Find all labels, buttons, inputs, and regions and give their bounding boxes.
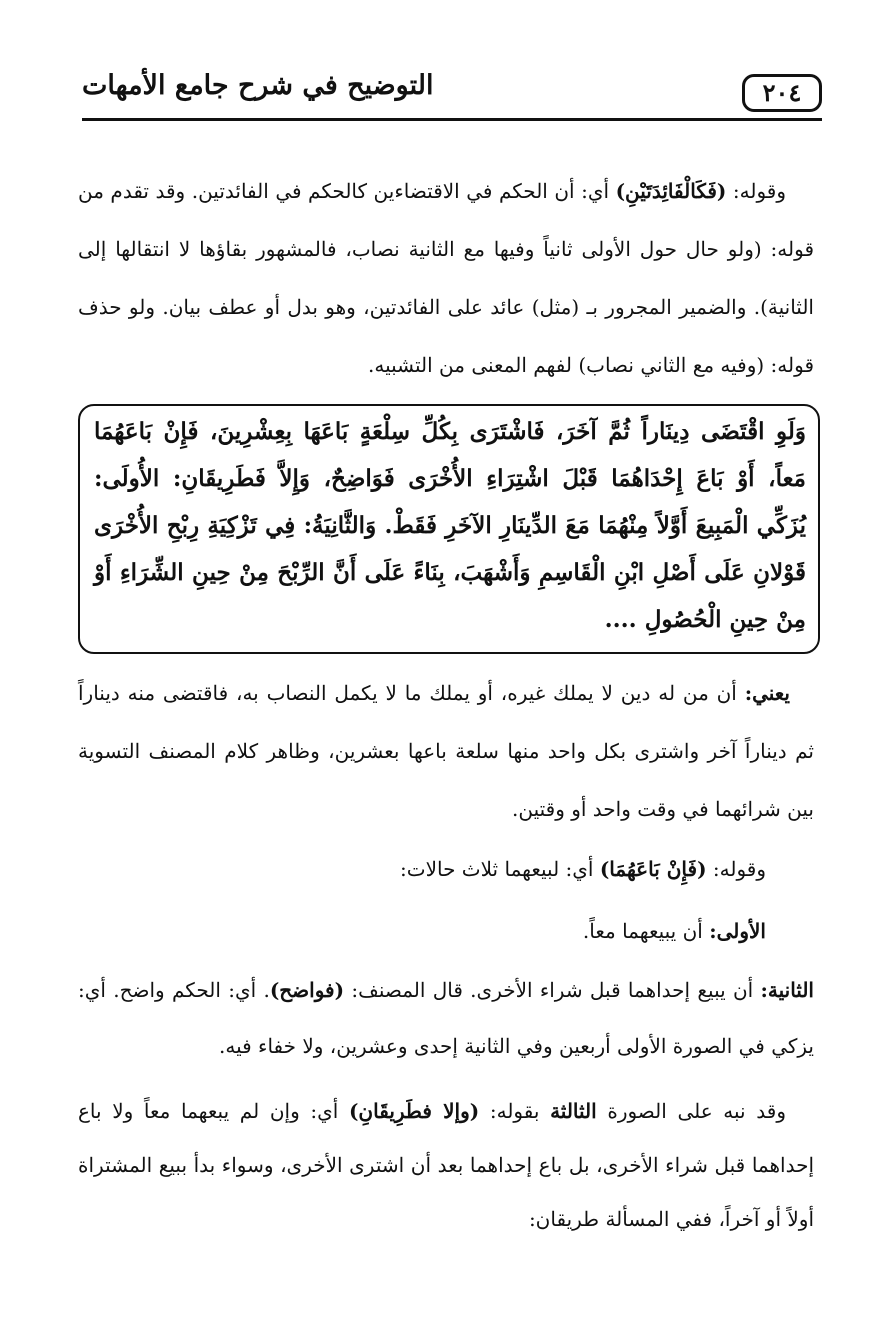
- paragraph-1-lead: وقوله:: [726, 179, 786, 203]
- paragraph-5-text: . أي: الحكم واضح. أي: يزكي في الصورة الأولى أربعين وفي الثانية إحدى وعشرين، ولا خفاء فيه.: [78, 978, 814, 1058]
- paragraph-6-mid: بقوله:: [479, 1099, 551, 1123]
- paragraph-1: [78, 162, 814, 394]
- paragraph-5: [78, 962, 814, 1074]
- paragraph-2-text: أن من له دين لا يملك غيره، أو يملك ما لا يكمل النصاب به، فاقتضى منه ديناراً ثم ديناراً آخر واشترى بكل واحد منها سلعة باعها بعشرين، وظاهر كلام المصنف التسوية بين شرائهما في وقت واحد أو وقتين.: [78, 681, 814, 821]
- paragraph-5-lead: الثانية:: [760, 978, 814, 1002]
- paragraph-5-mid: أن يبيع إحداهما قبل شراء الأخرى. قال المصنف:: [344, 978, 761, 1002]
- paragraph-4-lead: الأولى:: [709, 919, 766, 943]
- paragraph-6-quote: (وإلا فطَرِيقَانِ): [348, 1099, 480, 1123]
- paragraph-3: [78, 840, 814, 898]
- paragraph-4-text: أن يبيعهما معاً.: [582, 919, 710, 943]
- paragraph-6: [78, 1084, 814, 1246]
- header-rule: [82, 118, 822, 121]
- paragraph-3-lead: وقوله:: [706, 857, 766, 881]
- paragraph-6-text: أي: وإن لم يبعهما معاً ولا باع إحداهما قبل شراء الأخرى، بل باع إحداهما بعد أن اشترى الأخرى، وسواء بدأ ببيع المشتراة أولاً أو آخراً، ففي المسألة طريقان:: [78, 1099, 814, 1231]
- paragraph-3-text: أي: لبيعهما ثلاث حالات:: [400, 857, 600, 881]
- paragraph-2-lead: يعني:: [744, 681, 790, 705]
- page-number: ٢٠٤: [742, 74, 822, 112]
- running-title: التوضيح في شرح جامع الأمهات: [82, 70, 434, 101]
- paragraph-1-text: أي: أن الحكم في الاقتضاءين كالحكم في الفائدتين. وقد تقدم من قوله: (ولو حال حول الأولى ثانياً وفيها مع الثانية نصاب، فالمشهور بقاؤها لا انتقالها إلى الثانية). والضمير المجرور بـ (مثل) عائد على الفائدتين، وهو بدل أو عطف بيان. ولو حذف قوله: (وفيه مع الثاني نصاب) لفهم المعنى من التشبيه.: [78, 179, 814, 377]
- paragraph-6-lead: وقد نبه على الصورة: [596, 1099, 786, 1123]
- paragraph-5-quote: (فواضح): [269, 978, 345, 1002]
- paragraph-2: [78, 664, 814, 838]
- paragraph-4: [78, 902, 814, 960]
- paragraph-1-quote: (فَكَالْفَائِدَتَيْنِ): [615, 179, 727, 203]
- matn-text: وَلَوِ اقْتَضَى دِينَاراً ثُمَّ آخَرَ، فَاشْتَرَى بِكُلِّ سِلْعَةٍ بَاعَهَا بِعِشْرِينَ، فَإِنْ بَاعَهُمَا مَعاً، أَوْ بَاعَ إِحْدَاهُمَا قَبْلَ اشْتِرَاءِ الأُخْرَى فَوَاضِحٌ، وَإِلاَّ فَطَرِيقَانِ: الأُولَى: يُزَكِّي الْمَبِيعَ أَوَّلاً مِنْهُمَا مَعَ الدِّينَارِ الآخَرِ فَقَطْ. وَالثَّانِيَةُ: فِي تَزْكِيَةِ رِبْحِ الأُخْرَى قَوْلانِ عَلَى أَصْلِ ابْنِ الْقَاسِمِ وَأَشْهَبَ، بِنَاءً عَلَى أَنَّ الرِّبْحَ مِنْ حِينِ الشِّرَاءِ أَوْ مِنْ حِينِ الْحُصُولِ ....: [94, 418, 806, 633]
- paragraph-3-quote: (فَإِنْ بَاعَهُمَا): [599, 857, 707, 881]
- page-header: [82, 66, 822, 118]
- paragraph-6-bold: الثالثة: [550, 1099, 597, 1123]
